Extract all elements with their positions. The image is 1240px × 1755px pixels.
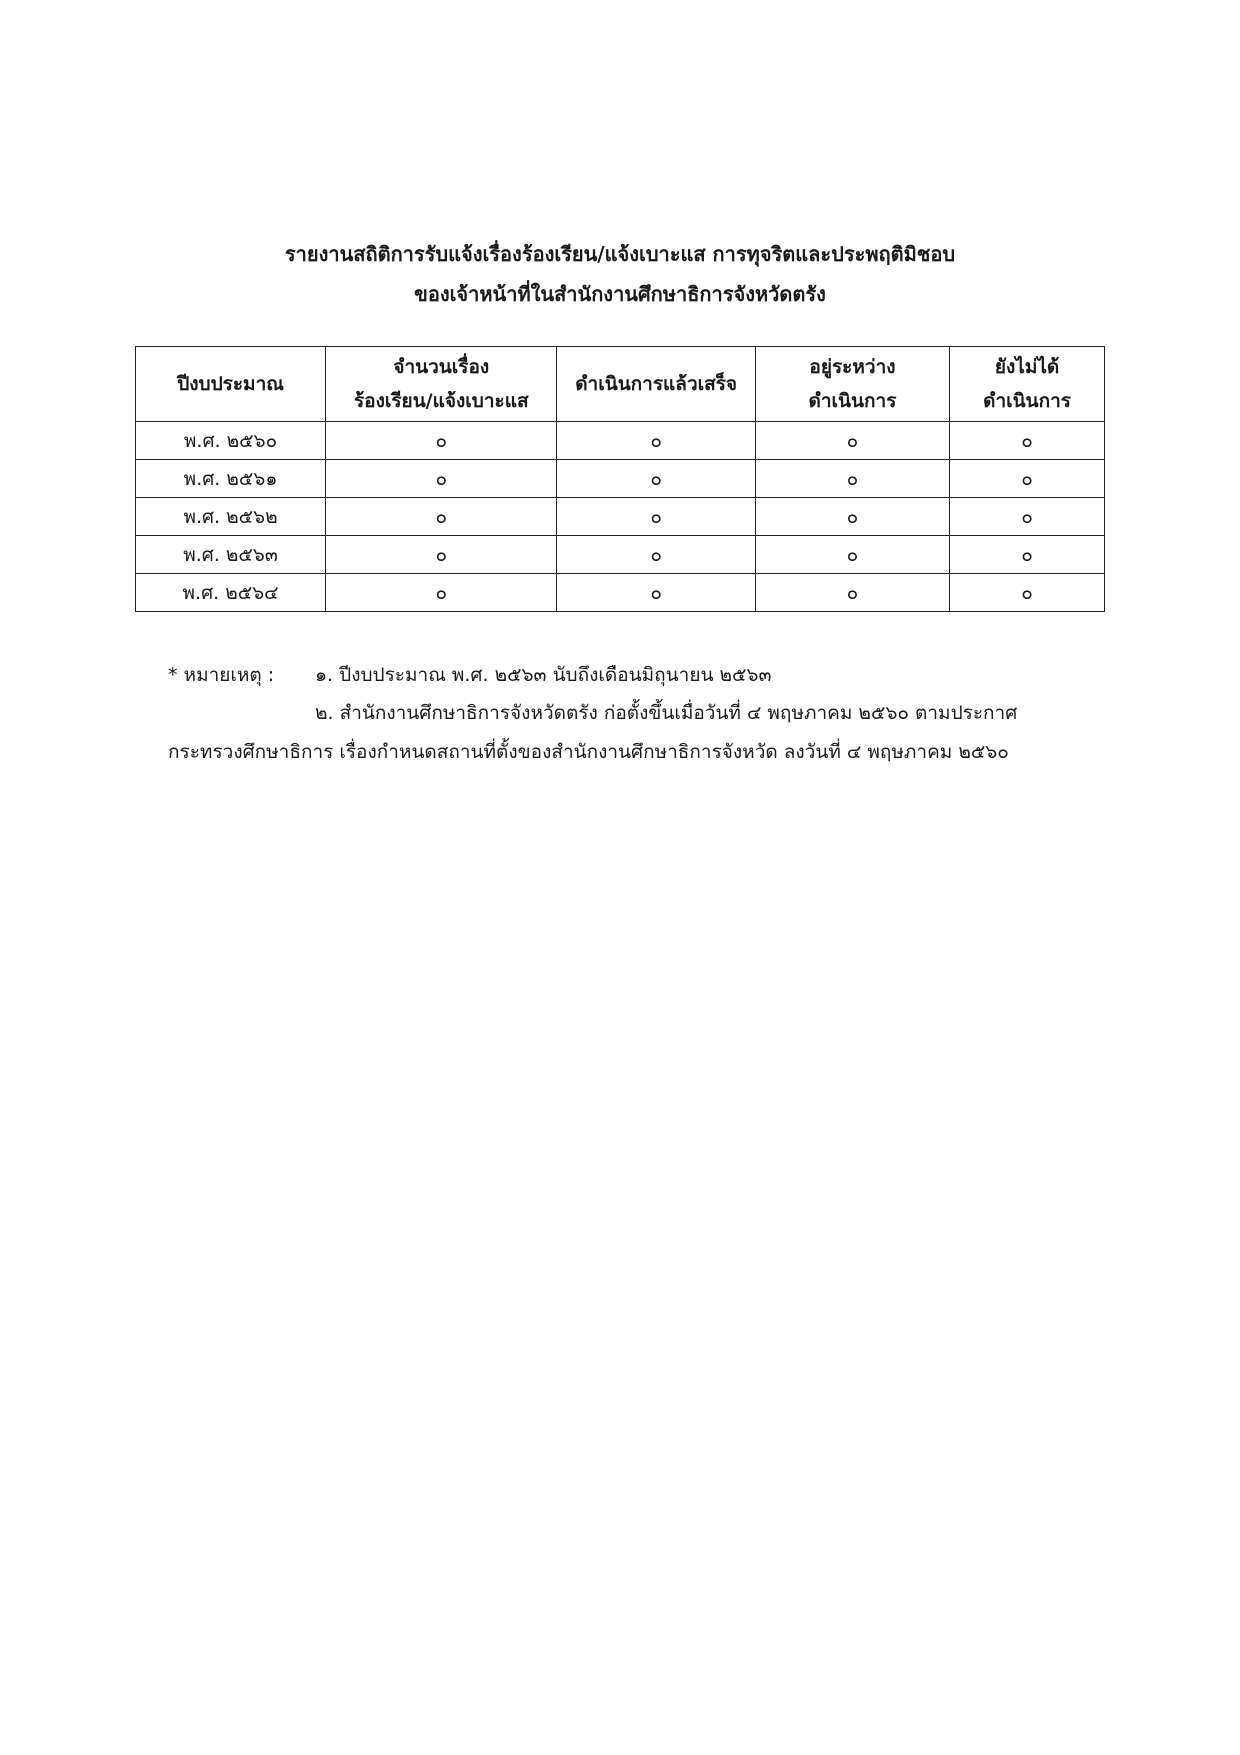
header-in-progress-line-1: อยู่ระหว่าง: [809, 356, 896, 378]
table-row: [136, 574, 1105, 612]
header-completed: ดำเนินการแล้วเสร็จ: [557, 347, 755, 422]
note-item-2-line-1: ๒. สำนักงานศึกษาธิการจังหวัดตรัง ก่อตั้งขึ้นเมื่อวันที่ ๔ พฤษภาคม ๒๕๖๐ ตามประกาศ: [315, 702, 1018, 724]
header-in-progress-line-2: ดำเนินการ: [808, 390, 897, 412]
cell-progress: ๐: [755, 574, 949, 612]
report-title-line-2: ของเจ้าหน้าที่ในสำนักงานศึกษาธิการจังหวัดตรัง: [414, 282, 826, 306]
note-label: * หมายเหตุ :: [168, 664, 275, 686]
cell-year: พ.ศ. ๒๕๖๑: [136, 460, 326, 498]
statistics-table: [135, 346, 1105, 612]
cell-progress: ๐: [755, 422, 949, 460]
table-row: [136, 536, 1105, 574]
header-fiscal-year: ปีงบประมาณ: [136, 347, 326, 422]
header-complaint-count: [326, 347, 557, 422]
header-not-started-line-1: ยังไม่ได้: [994, 356, 1060, 378]
cell-notyet: ๐: [950, 498, 1105, 536]
table-header-row: [136, 347, 1105, 422]
cell-done: ๐: [557, 536, 755, 574]
note-item-2-line-2: กระทรวงศึกษาธิการ เรื่องกำหนดสถานที่ตั้งของสำนักงานศึกษาธิการจังหวัด ลงวันที่ ๔ พฤษภาคม ๒๕๖๐: [168, 741, 1009, 763]
cell-notyet: ๐: [950, 536, 1105, 574]
table-row: [136, 498, 1105, 536]
header-not-started: [950, 347, 1105, 422]
cell-year: พ.ศ. ๒๕๖๔: [136, 574, 326, 612]
cell-year: พ.ศ. ๒๕๖๐: [136, 422, 326, 460]
note-item-1: ๑. ปีงบประมาณ พ.ศ. ๒๕๖๓ นับถึงเดือนมิถุนายน ๒๕๖๓: [315, 664, 772, 686]
cell-done: ๐: [557, 574, 755, 612]
cell-notyet: ๐: [950, 574, 1105, 612]
cell-notyet: ๐: [950, 422, 1105, 460]
cell-progress: ๐: [755, 536, 949, 574]
report-title-line-1: รายงานสถิติการรับแจ้งเรื่องร้องเรียน/แจ้งเบาะแส การทุจริตและประพฤติมิชอบ: [284, 242, 956, 266]
cell-year: พ.ศ. ๒๕๖๒: [136, 498, 326, 536]
cell-done: ๐: [557, 422, 755, 460]
header-in-progress: [755, 347, 949, 422]
cell-count: ๐: [326, 460, 557, 498]
cell-done: ๐: [557, 460, 755, 498]
header-not-started-line-2: ดำเนินการ: [983, 390, 1071, 412]
cell-progress: ๐: [755, 498, 949, 536]
table-row: [136, 422, 1105, 460]
cell-progress: ๐: [755, 460, 949, 498]
cell-count: ๐: [326, 422, 557, 460]
cell-notyet: ๐: [950, 460, 1105, 498]
cell-count: ๐: [326, 498, 557, 536]
cell-done: ๐: [557, 498, 755, 536]
cell-count: ๐: [326, 574, 557, 612]
table-row: [136, 460, 1105, 498]
cell-count: ๐: [326, 536, 557, 574]
header-complaint-count-line-2: ร้องเรียน/แจ้งเบาะแส: [353, 390, 529, 412]
header-complaint-count-line-1: จำนวนเรื่อง: [393, 356, 490, 378]
cell-year: พ.ศ. ๒๕๖๓: [136, 536, 326, 574]
